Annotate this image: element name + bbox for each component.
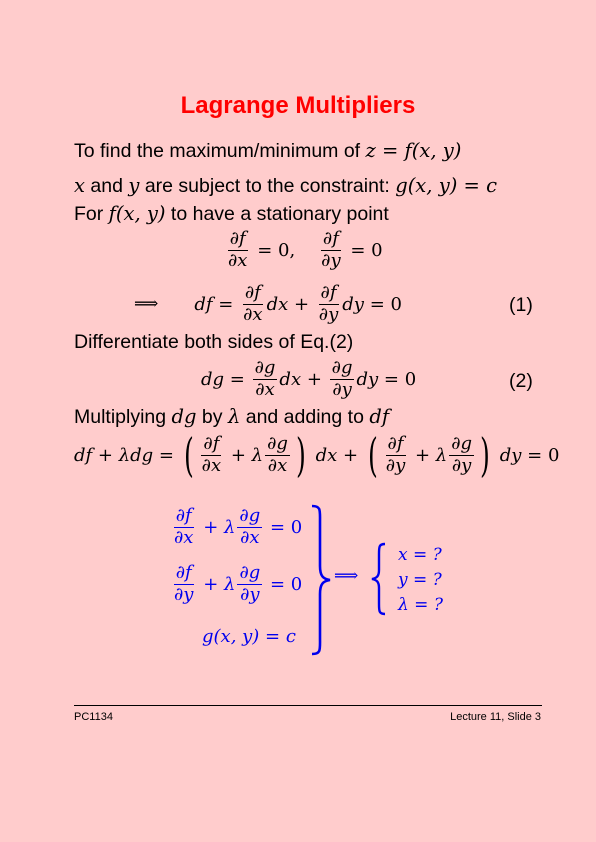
footer-course-code: PC1134 <box>74 711 113 723</box>
system-eq-1: $\frac{\partial f}{\partial x}$ + λ $\frac{\partial g}{\partial x}$ = 0 <box>174 505 303 548</box>
system-eq-2: $\frac{\partial f}{\partial y}$ + λ $\frac{\partial g}{\partial y}$ = 0 <box>174 562 303 605</box>
right-brace-icon <box>308 504 334 656</box>
constraint-line: x and y are subject to the constraint: g(x, y) = c <box>74 174 497 197</box>
footer-slide-info: Lecture 11, Slide 3 <box>450 711 541 723</box>
multiplying-line: Multiplying dg by λ and adding to df <box>74 405 390 428</box>
constraint-expression: g(x, y) = c <box>395 174 497 197</box>
left-brace-icon <box>370 542 388 616</box>
stationary-line: For f(x, y) to have a stationary point <box>74 202 389 225</box>
partials-zero-equation: $\frac{\partial f}{\partial x}$ = 0, $\frac{\partial f}{\partial y}$ = 0 <box>228 228 383 271</box>
slide-title: Lagrange Multipliers <box>180 92 416 119</box>
objective-function: z = f(x, y) <box>365 139 462 162</box>
intro-line: To find the maximum/minimum of z = f(x, y) <box>74 139 462 162</box>
equation-2-number: (2) <box>509 370 533 392</box>
result-lambda: λ = ? <box>398 595 443 615</box>
result-y: y = ? <box>398 570 442 590</box>
result-x: x = ? <box>398 545 442 565</box>
differentiate-line: Differentiate both sides of Eq.(2) <box>74 331 354 353</box>
footer-divider <box>74 705 542 706</box>
implies-arrow-icon: ⟹ <box>334 566 359 586</box>
combined-equation: df + λdg = ( $\frac{\partial f}{\partial x}$ + λ $\frac{\partial g}{\partial x}$ ) dx + ( $\frac{\partial f}{\partial y}$ + λ $\frac{\partial g}{\partial y}$ ) dy = 0 <box>74 428 560 482</box>
system-eq-3: g(x, y) = c <box>202 626 296 647</box>
equation-2: dg = $\frac{\partial g}{\partial x}$ dx + $\frac{\partial g}{\partial y}$ dy = 0 <box>201 357 417 400</box>
equation-1-number: (1) <box>509 294 533 316</box>
equation-1: ⟹ df = $\frac{\partial f}{\partial x}$ dx + $\frac{\partial f}{\partial y}$ dy = 0 <box>134 282 402 325</box>
